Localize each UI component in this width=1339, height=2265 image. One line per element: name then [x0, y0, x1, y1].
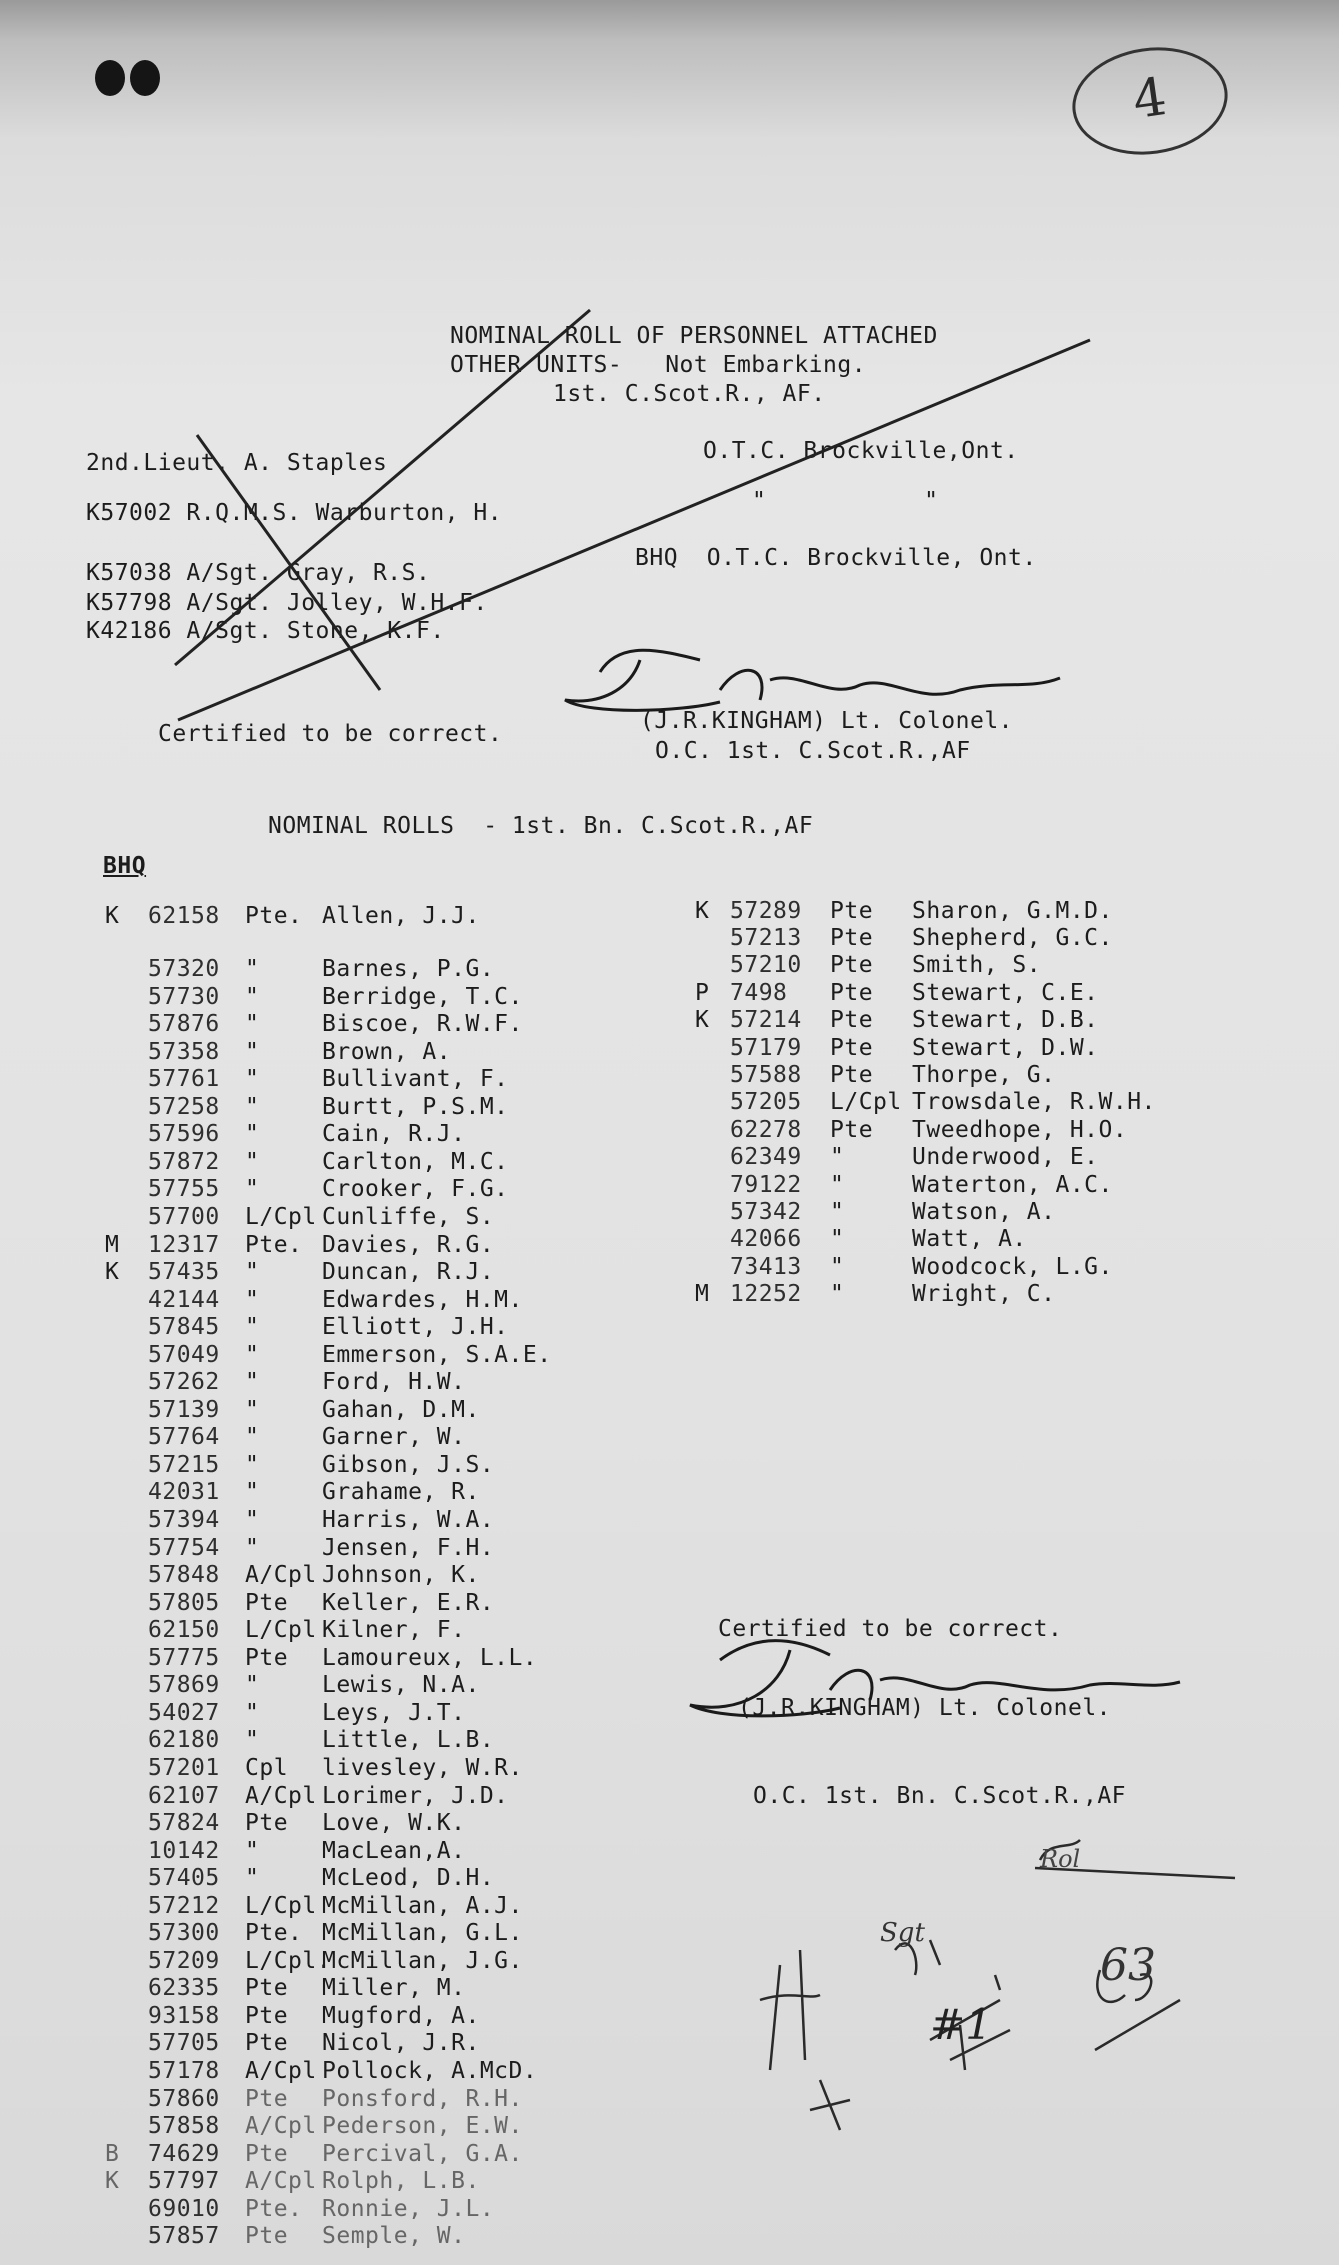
rank: Pte	[245, 1975, 289, 2002]
rank: A/Cpl	[245, 2113, 317, 2140]
rank: Pte	[245, 2085, 289, 2112]
soldier-name: Cain, R.J.	[322, 1121, 466, 1148]
soldier-name: Waterton, A.C.	[912, 1171, 1113, 1198]
entry-prefix: M	[105, 1231, 120, 1258]
roll-signatory-unit: O.C. 1st. Bn. C.Scot.R.,AF	[753, 1783, 1127, 1809]
soldier-name: Harris, W.A.	[322, 1507, 495, 1533]
rank: Pte.	[245, 903, 303, 929]
service-number: 57588	[730, 1062, 802, 1088]
rank: Pte	[830, 1007, 874, 1034]
service-number: 57824	[148, 1810, 220, 1837]
soldier-name: Stewart, D.B.	[912, 1007, 1099, 1034]
rank: Pte	[830, 925, 874, 951]
margin-note-sgt: Sgt	[880, 1918, 925, 1948]
rank: Pte.	[245, 2195, 303, 2222]
rank: "	[245, 1259, 260, 1286]
service-number: 57342	[730, 1199, 802, 1225]
service-number: 42144	[148, 1286, 220, 1313]
service-number: 57869	[148, 1672, 220, 1699]
rank: "	[830, 1144, 845, 1171]
service-number: 57764	[148, 1424, 220, 1451]
service-number: 57872	[148, 1148, 220, 1175]
margin-note-rol: Rol	[1040, 1845, 1081, 1873]
attached-heading-line-1: NOMINAL ROLL OF PERSONNEL ATTACHED	[450, 323, 938, 349]
service-number: 57258	[148, 1093, 220, 1120]
service-number: 57212	[148, 1892, 220, 1919]
service-number: 57215	[148, 1451, 220, 1478]
service-number: 57435	[148, 1259, 220, 1286]
entry-prefix: B	[105, 2140, 120, 2167]
service-number: 57805	[148, 1589, 220, 1616]
rank: A/Cpl	[245, 1562, 317, 1589]
soldier-name: Barnes, P.G.	[322, 956, 495, 982]
entry-prefix: K	[105, 2168, 120, 2195]
soldier-name: livesley, W.R.	[322, 1754, 523, 1781]
strike-line	[197, 435, 380, 690]
attached-entry-name: K57038 A/Sgt. Gray, R.S.	[86, 560, 431, 586]
soldier-name: Leys, J.T.	[322, 1699, 466, 1726]
service-number: 62158	[148, 903, 220, 929]
rank: "	[245, 1837, 260, 1864]
service-number: 57775	[148, 1644, 220, 1671]
soldier-name: Biscoe, R.W.F.	[322, 1011, 523, 1038]
rank: "	[245, 1011, 260, 1038]
rank: "	[245, 1424, 260, 1451]
attached-signatory-unit: O.C. 1st. C.Scot.R.,AF	[655, 738, 971, 764]
rank: Pte	[830, 1116, 874, 1143]
soldier-name: Sharon, G.M.D.	[912, 898, 1113, 924]
roll-certified-text: Certified to be correct.	[718, 1616, 1063, 1642]
soldier-name: McMillan, J.G.	[322, 1947, 523, 1974]
rank: "	[245, 1479, 260, 1506]
rank: A/Cpl	[245, 2168, 317, 2195]
attached-entry-name: K57002 R.Q.M.S. Warburton, H.	[86, 500, 503, 526]
service-number: 57730	[148, 983, 220, 1010]
service-number: 57700	[148, 1203, 220, 1230]
service-number: 57596	[148, 1121, 220, 1148]
soldier-name: Edwardes, H.M.	[322, 1286, 523, 1313]
service-number: 62335	[148, 1975, 220, 2002]
service-number: 57857	[148, 2223, 220, 2250]
soldier-name: Watt, A.	[912, 1226, 1027, 1253]
roll-section-label: BHQ	[103, 853, 147, 879]
rank: "	[830, 1253, 845, 1280]
service-number: 54027	[148, 1699, 220, 1726]
soldier-name: Love, W.K.	[322, 1810, 466, 1837]
soldier-name: Emmerson, S.A.E.	[322, 1341, 552, 1368]
attached-entry-unit: " "	[752, 488, 939, 514]
rank: Pte	[830, 898, 874, 924]
rank: Pte.	[245, 1231, 303, 1258]
soldier-name: Gahan, D.M.	[322, 1396, 480, 1423]
rank: L/Cpl	[245, 1617, 317, 1644]
rank: "	[245, 1699, 260, 1726]
page-number-circled: 4	[1065, 38, 1234, 165]
soldier-name: Underwood, E.	[912, 1144, 1099, 1171]
rank: Pte	[245, 1589, 289, 1616]
margin-marks	[760, 1840, 1235, 2130]
soldier-name: Cunliffe, S.	[322, 1203, 495, 1230]
soldier-name: McMillan, A.J.	[322, 1892, 523, 1919]
service-number: 57845	[148, 1314, 220, 1341]
rank: "	[245, 1038, 260, 1065]
strike-line	[175, 310, 590, 665]
service-number: 57755	[148, 1176, 220, 1203]
service-number: 57210	[730, 952, 802, 979]
attached-certified-text: Certified to be correct.	[158, 721, 503, 747]
service-number: 74629	[148, 2140, 220, 2167]
soldier-name: Elliott, J.H.	[322, 1314, 509, 1341]
soldier-name: Thorpe, G.	[912, 1062, 1056, 1088]
soldier-name: Smith, S.	[912, 952, 1042, 979]
service-number: 57300	[148, 1920, 220, 1947]
rank: Pte	[830, 1062, 874, 1088]
service-number: 93158	[148, 2002, 220, 2029]
rank: "	[830, 1281, 845, 1308]
entry-prefix: M	[695, 1281, 710, 1308]
attached-entry-name: K57798 A/Sgt. Jolley, W.H.F.	[86, 590, 488, 616]
entry-prefix: K	[695, 1007, 710, 1034]
rank: "	[245, 1865, 260, 1892]
attached-heading-line-2: OTHER UNITS- Not Embarking.	[450, 352, 867, 378]
soldier-name: Bullivant, F.	[322, 1066, 509, 1093]
service-number: 57179	[730, 1034, 802, 1061]
attached-heading-line-3: 1st. C.Scot.R., AF.	[553, 381, 826, 407]
soldier-name: Kilner, F.	[322, 1617, 466, 1644]
soldier-name: Carlton, M.C.	[322, 1148, 509, 1175]
service-number: 57761	[148, 1066, 220, 1093]
soldier-name: Burtt, P.S.M.	[322, 1093, 509, 1120]
attached-signatory: (J.R.KINGHAM) Lt. Colonel.	[640, 708, 1014, 734]
rank: "	[245, 1314, 260, 1341]
service-number: 69010	[148, 2195, 220, 2222]
service-number: 42066	[730, 1226, 802, 1253]
soldier-name: Shepherd, G.C.	[912, 925, 1113, 951]
service-number: 57262	[148, 1369, 220, 1396]
rank: "	[830, 1171, 845, 1198]
rank: A/Cpl	[245, 1782, 317, 1809]
rank: "	[245, 1369, 260, 1396]
service-number: 10142	[148, 1837, 220, 1864]
soldier-name: Jensen, F.H.	[322, 1534, 495, 1561]
service-number: 62349	[730, 1144, 802, 1171]
soldier-name: Crooker, F.G.	[322, 1176, 509, 1203]
rank: "	[245, 1176, 260, 1203]
soldier-name: Stewart, C.E.	[912, 979, 1099, 1006]
service-number: 57848	[148, 1562, 220, 1589]
service-number: 73413	[730, 1253, 802, 1280]
rank: A/Cpl	[245, 2058, 317, 2084]
rank: "	[245, 1121, 260, 1148]
service-number: 57394	[148, 1507, 220, 1533]
service-number: 57405	[148, 1865, 220, 1892]
service-number: 57754	[148, 1534, 220, 1561]
soldier-name: Grahame, R.	[322, 1479, 480, 1506]
rank: "	[245, 1093, 260, 1120]
soldier-name: Ponsford, R.H.	[322, 2085, 523, 2112]
soldier-name: Tweedhope, H.O.	[912, 1116, 1128, 1143]
rank: "	[245, 1534, 260, 1561]
soldier-name: Miller, M.	[322, 1975, 466, 2002]
soldier-name: Stewart, D.W.	[912, 1034, 1099, 1061]
soldier-name: Allen, J.J.	[322, 903, 480, 929]
rank: "	[245, 1507, 260, 1533]
rank: "	[830, 1226, 845, 1253]
soldier-name: Garner, W.	[322, 1424, 466, 1451]
entry-prefix: K	[695, 898, 710, 924]
soldier-name: Semple, W.	[322, 2223, 466, 2250]
soldier-name: McMillan, G.L.	[322, 1920, 523, 1947]
soldier-name: Trowsdale, R.W.H.	[912, 1089, 1156, 1116]
rank: Pte	[245, 2002, 289, 2029]
rank: "	[245, 1341, 260, 1368]
strike-line	[178, 340, 1090, 720]
service-number: 57049	[148, 1341, 220, 1368]
service-number: 57139	[148, 1396, 220, 1423]
margin-note-hash1: #1	[930, 2000, 992, 2049]
service-number: 57705	[148, 2030, 220, 2057]
rank: Pte	[245, 1644, 289, 1671]
attached-entry-name: K42186 A/Sgt. Stone, K.F.	[86, 618, 445, 644]
attached-entry-unit: O.T.C. Brockville,Ont.	[703, 438, 1019, 464]
soldier-name: Keller, E.R.	[322, 1589, 495, 1616]
soldier-name: Lewis, N.A.	[322, 1672, 480, 1699]
soldier-name: McLeod, D.H.	[322, 1865, 495, 1892]
entry-prefix: K	[105, 1259, 120, 1286]
service-number: 57320	[148, 956, 220, 982]
roll-heading: NOMINAL ROLLS - 1st. Bn. C.Scot.R.,AF	[268, 813, 814, 839]
soldier-name: Wright, C.	[912, 1281, 1056, 1308]
rank: "	[245, 1286, 260, 1313]
attached-entry-name: 2nd.Lieut. A. Staples	[86, 450, 388, 476]
service-number: 42031	[148, 1479, 220, 1506]
signature-kingham-2	[690, 1641, 1180, 1716]
rank: Pte	[245, 2030, 289, 2057]
soldier-name: Pederson, E.W.	[322, 2113, 523, 2140]
service-number: 12252	[730, 1281, 802, 1308]
service-number: 62180	[148, 1727, 220, 1754]
entry-prefix: P	[695, 979, 710, 1006]
service-number: 12317	[148, 1231, 220, 1258]
soldier-name: Lorimer, J.D.	[322, 1782, 509, 1809]
rank: "	[245, 1672, 260, 1699]
soldier-name: Percival, G.A.	[322, 2140, 523, 2167]
soldier-name: Lamoureux, L.L.	[322, 1644, 538, 1671]
service-number: 57209	[148, 1947, 220, 1974]
entry-prefix: K	[105, 903, 120, 929]
rank: L/Cpl	[245, 1203, 317, 1230]
rank: Pte	[830, 979, 874, 1006]
service-number: 7498	[730, 979, 788, 1006]
soldier-name: Mugford, A.	[322, 2002, 480, 2029]
soldier-name: Brown, A.	[322, 1038, 452, 1065]
rank: "	[245, 1727, 260, 1754]
soldier-name: Rolph, L.B.	[322, 2168, 480, 2195]
soldier-name: Johnson, K.	[322, 1562, 480, 1589]
soldier-name: Ford, H.W.	[322, 1369, 466, 1396]
rank: Pte	[245, 2223, 289, 2250]
soldier-name: Little, L.B.	[322, 1727, 495, 1754]
soldier-name: Gibson, J.S.	[322, 1451, 495, 1478]
soldier-name: Berridge, T.C.	[322, 983, 523, 1010]
rank: "	[245, 1148, 260, 1175]
service-number: 57214	[730, 1007, 802, 1034]
service-number: 62278	[730, 1116, 802, 1143]
soldier-name: MacLean,A.	[322, 1837, 466, 1864]
service-number: 57858	[148, 2113, 220, 2140]
service-number: 79122	[730, 1171, 802, 1198]
rank: "	[245, 956, 260, 982]
soldier-name: Ronnie, J.L.	[322, 2195, 495, 2222]
service-number: 57797	[148, 2168, 220, 2195]
service-number: 62107	[148, 1782, 220, 1809]
service-number: 57205	[730, 1089, 802, 1116]
service-number: 57876	[148, 1011, 220, 1038]
service-number: 57201	[148, 1754, 220, 1781]
soldier-name: Woodcock, L.G.	[912, 1253, 1113, 1280]
roll-signatory: (J.R.KINGHAM) Lt. Colonel.	[738, 1695, 1112, 1721]
rank: Pte	[245, 1810, 289, 1837]
soldier-name: Watson, A.	[912, 1199, 1056, 1225]
soldier-name: Pollock, A.McD.	[322, 2058, 538, 2084]
rank: Cpl	[245, 1754, 289, 1781]
rank: "	[245, 983, 260, 1010]
rank: L/Cpl	[245, 1892, 317, 1919]
rank: Pte	[830, 952, 874, 979]
rank: "	[245, 1066, 260, 1093]
rank: Pte	[245, 2140, 289, 2167]
rank: "	[830, 1199, 845, 1225]
rank: L/Cpl	[830, 1089, 902, 1116]
service-number: 62150	[148, 1617, 220, 1644]
soldier-name: Nicol, J.R.	[322, 2030, 480, 2057]
signature-kingham-1	[565, 650, 1060, 710]
soldier-name: Duncan, R.J.	[322, 1259, 495, 1286]
service-number: 57178	[148, 2058, 220, 2084]
rank: "	[245, 1451, 260, 1478]
service-number: 57289	[730, 898, 802, 924]
soldier-name: Davies, R.G.	[322, 1231, 495, 1258]
rank: Pte	[830, 1034, 874, 1061]
rank: L/Cpl.	[245, 1947, 332, 1974]
service-number: 57860	[148, 2085, 220, 2112]
service-number: 57213	[730, 925, 802, 951]
service-number: 57358	[148, 1038, 220, 1065]
attached-entry-unit: BHQ O.T.C. Brockville, Ont.	[635, 545, 1037, 571]
margin-note-63: 63	[1100, 1940, 1156, 1991]
rank: "	[245, 1396, 260, 1423]
rank: Pte.	[245, 1920, 303, 1947]
